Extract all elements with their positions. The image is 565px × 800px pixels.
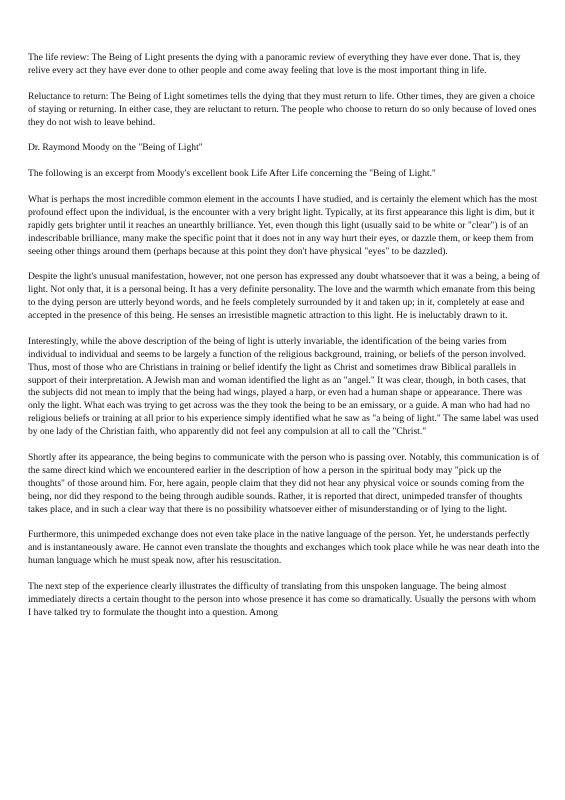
- paragraph-life-review: The life review: The Being of Light presents the dying with a panoramic review of everything they have ever done. That is, they relive every act they have ever done to other people and come away feeling that love is the most important thing in life.: [28, 52, 521, 76]
- document-page: [28, 52, 540, 633]
- paragraph-communication: Shortly after its appearance, the being begins to communicate with the person who is passing over. Notably, this communication is of the same direct kind which we encountered earlier in the description of how a person in the spiritual body may "pick up the thoughts" of those around him. For, here again, people claim that they did not hear any physical voice or sounds coming from the being, nor did they respond to the being through audible sounds. Rather, it is reported that direct, unimpeded transfer of thoughts takes place, and in such a clear way that there is no possibility whatsoever either of misunderstanding or of lying to the light.: [28, 451, 540, 515]
- paragraph-next-step: The next step of the experience clearly illustrates the difficulty of translating from this unspoken language. The being almost immediately directs a certain thought to the person into whose presence it has come so dramatically. Usually the persons with whom I have talked try to formulate the thought into a question. Among: [28, 581, 536, 618]
- paragraph-excerpt-intro: The following is an excerpt from Moody's excellent book Life After Life concerning the "Being of Light.": [28, 168, 436, 180]
- paragraph-reluctance-to-return: Reluctance to return: The Being of Light sometimes tells the dying that they must return to life. Other times, they are given a choice of staying or returning. In either case, they are reluctant to return. The people who choose to return do so only because of loved ones they do not wish to leave behind.: [28, 90, 537, 128]
- paragraph-being-of-light: Despite the light's unusual manifestation, however, not one person has expressed any doubt whatsoever that it was a being, a being of light. Not only that, it is a personal being. It has a very definite personality. The love and the warmth which emanate from this being to the dying person are utterly beyond words, and he feels completely surrounded by it and taken up; in it, completely at ease and accepted in the presence of this being. He senses an irresistible magnetic attraction to this light. He is ineluctably drawn to it.: [28, 271, 540, 322]
- section-heading-moody: Dr. Raymond Moody on the "Being of Light": [28, 142, 203, 154]
- paragraph-bright-light: What is perhaps the most incredible common element in the accounts I have studied, and is certainly the element which has the most profound effect upon the individual, is the encounter with a very bright light. Typically, at its first appearance this light is dim, but it rapidly gets brighter until it reaches an unearthly brilliance. Yet, even though this light (usually said to be white or "clear") is of an indescribable brilliance, many make the specific point that it does not in any way hurt their eyes, or dazzle them, or keep them from seeing other things around them (perhaps because at this point they don't have physical "eyes" to be dazzled).: [28, 193, 538, 257]
- paragraph-unimpeded-exchange: Furthermore, this unimpeded exchange does not even take place in the native language of the person. Yet, he understands perfectly and is instantaneously aware. He cannot even translate the thoughts and exchanges which took place while he was near death into the human language which he must speak now, after his resuscitation.: [28, 529, 540, 567]
- paragraph-identification: Interestingly, while the above description of the being of light is utterly invariable, the identification of the being varies from individual to individual and seems to be largely a function of the religious background, training, or beliefs of the person involved. Thus, most of those who are Christians in training or belief identify the light as Christ and sometimes draw Biblical parallels in support of their interpretation. A Jewish man and woman identified the light as an "angel." It was clear, though, in both cases, that the subjects did not mean to imply that the being had wings, played a harp, or even had a human shape or appearance. There was only the light. What each was trying to get across was the they took the being to be an emissary, or a guide. A man who had had no religious beliefs or training at all prior to his experience simply identified what he saw as "a being of light." The same label was used by one lady of the Christian faith, who apparently did not feel any compulsion at all to call the "Christ.": [28, 335, 539, 438]
